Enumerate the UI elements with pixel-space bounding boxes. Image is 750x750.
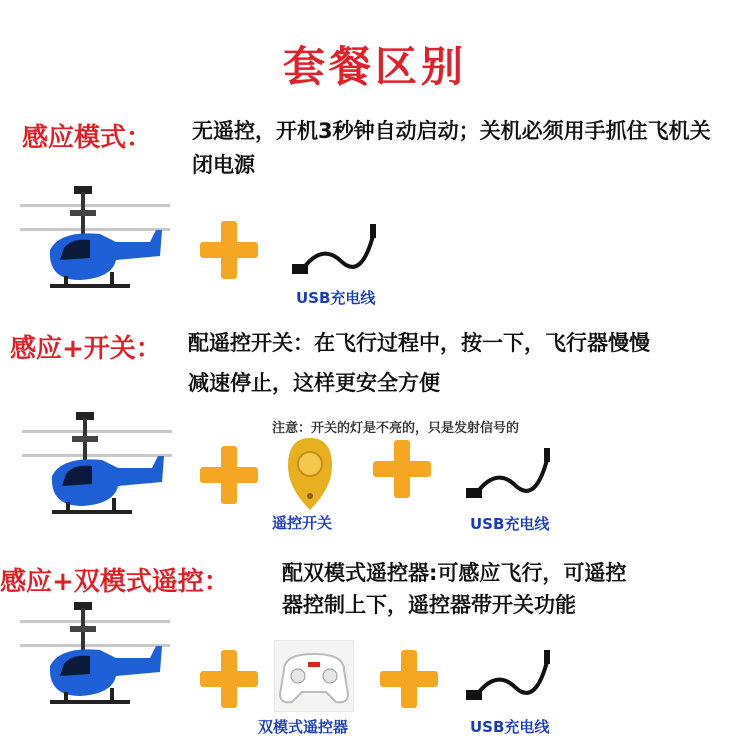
usb-cable-icon — [466, 648, 556, 708]
controller-caption: 双模式遥控器 — [258, 718, 349, 736]
usb-cable-icon — [466, 446, 556, 506]
section-3-label: 感应+双模式遥控： — [0, 567, 230, 597]
plus-icon — [200, 221, 258, 279]
section-2-desc-line2: 减速停止，这样更安全方便 — [188, 371, 440, 395]
section-1-label: 感应模式： — [22, 123, 153, 153]
section-3-desc-line2: 器控制上下，遥控器带开关功能 — [282, 593, 576, 617]
helicopter-image — [22, 408, 172, 528]
page-title: 套餐区别 — [282, 42, 467, 91]
usb-cable-caption: USB充电线 — [470, 718, 550, 736]
usb-cable-caption: USB充电线 — [296, 289, 376, 307]
helicopter-image — [20, 598, 170, 718]
helicopter-image — [20, 182, 170, 302]
plus-icon — [373, 440, 431, 498]
dual-mode-controller-icon — [274, 640, 354, 712]
plus-icon — [200, 446, 258, 504]
remote-switch-icon — [284, 432, 336, 512]
plus-icon — [200, 650, 258, 708]
section-2-label: 感应+开关： — [10, 334, 162, 364]
remote-switch-caption: 遥控开关 — [272, 514, 333, 532]
section-3-desc-line1: 配双模式遥控器:可感应飞行，可遥控 — [282, 561, 627, 585]
switch-note: 注意：开关的灯是不亮的，只是发射信号的 — [272, 421, 520, 436]
plus-icon — [380, 650, 438, 708]
usb-cable-caption: USB充电线 — [470, 515, 550, 533]
section-1-desc: 无遥控，开机3秒钟自动启动；关机必须用手抓住飞机关闭电源 — [192, 119, 711, 177]
section-2-desc-line1: 配遥控开关：在飞行过程中，按一下，飞行器慢慢 — [188, 331, 650, 355]
usb-cable-icon — [292, 222, 382, 282]
